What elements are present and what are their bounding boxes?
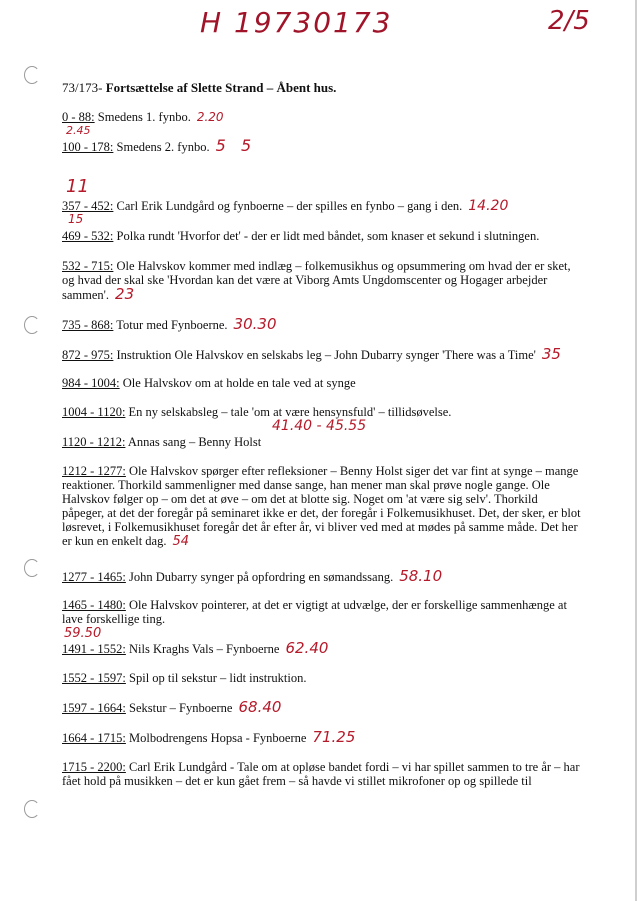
time-range: 872 - 975: (62, 348, 114, 362)
handwritten-note: 71.25 (312, 728, 356, 746)
entry-text: Ole Halvskov om at holde en tale ved at synge (119, 376, 356, 390)
time-range: 1491 - 1552: (62, 642, 126, 656)
time-range: 100 - 178: (62, 140, 114, 154)
time-range: 469 - 532: (62, 229, 114, 243)
entry-text: Smedens 1. fynbo. (94, 110, 191, 124)
title-text: Fortsættelse af Slette Strand – Åbent hus. (105, 80, 337, 95)
log-entry (62, 435, 582, 449)
document-title (62, 80, 336, 96)
time-range: 1552 - 1597: (62, 671, 126, 685)
punch-hole-mark (24, 316, 40, 334)
handwritten-note: 58.10 (399, 567, 443, 585)
entry-text: Smedens 2. fynbo. (113, 140, 210, 154)
log-entry (62, 229, 582, 243)
handwritten-note: 41.40 - 45.55 (272, 418, 367, 434)
log-entry (62, 464, 582, 549)
time-range: 735 - 868: (62, 318, 114, 332)
handwritten-archive-number: H 19730173 (200, 6, 393, 39)
handwritten-note: 35 (541, 345, 561, 363)
time-range: 532 - 715: (62, 259, 114, 273)
time-range: 1664 - 1715: (62, 731, 126, 745)
entry-text: Ole Halvskov kommer med indlæg – folkemusikhus og opsummering om hvad der er sket, og hvad der skal ske 'Hvordan kan det være at Viborg Amts Ungdomscenter og Hogager arbejder sammen'. (62, 259, 571, 302)
handwritten-note: 5 5 (215, 136, 252, 155)
handwritten-note: 62.40 (285, 639, 329, 657)
entry-text: Polka rundt 'Hvorfor det' - der er lidt med båndet, som knaser et sekund i slutningen. (113, 229, 540, 243)
handwritten-note: 2.20 (196, 110, 224, 124)
log-entry (62, 671, 582, 685)
time-range: 1277 - 1465: (62, 570, 126, 584)
log-entry (62, 405, 582, 419)
log-entry (62, 110, 582, 124)
log-entry (62, 641, 582, 656)
time-range: 1465 - 1480: (62, 598, 126, 612)
time-range: 984 - 1004: (62, 376, 120, 390)
entry-text: John Dubarry synger på opfordring en sømandssang. (125, 570, 394, 584)
time-range: 1212 - 1277: (62, 464, 126, 478)
time-range: 1597 - 1664: (62, 701, 126, 715)
log-entry (62, 347, 582, 362)
time-range: 1120 - 1212: (62, 435, 126, 449)
entry-text: Ole Halvskov pointerer, at det er vigtigt at udvælge, der er forskellige sammenhænge at lave forskellige ting. (62, 598, 567, 626)
handwritten-note: 23 (115, 285, 135, 303)
punch-hole-mark (24, 800, 40, 818)
entry-text: En ny selskabsleg – tale 'om at være hensynsfuld' – tillidsøvelse. (125, 405, 452, 419)
handwritten-margin-note: 59.50 (64, 626, 102, 641)
entry-text: Carl Erik Lundgård og fynboerne – der spilles en fynbo – gang i den. (113, 199, 463, 213)
entry-text: Instruktion Ole Halvskov en selskabs leg – John Dubarry synger 'There was a Time' (113, 348, 536, 362)
handwritten-margin-note: 15 (68, 212, 84, 226)
handwritten-note: 54 (172, 534, 190, 549)
log-entry (62, 569, 582, 584)
log-entry (62, 730, 582, 745)
handwritten-note: 30.30 (233, 315, 277, 333)
handwritten-note: 14.20 (468, 198, 509, 214)
entry-text: Sekstur – Fynboerne (125, 701, 233, 715)
time-range: 357 - 452: (62, 199, 114, 213)
time-range: 1715 - 2200: (62, 760, 126, 774)
entry-text: Nils Kraghs Vals – Fynboerne (125, 642, 280, 656)
entry-text: Carl Erik Lundgård - Tale om at opløse bandet fordi – vi har spillet sammen to tre år – har fået hold på musikken – det er kun gået frem – så havde vi stillet mikrofoner op og spillede til (62, 760, 580, 788)
handwritten-margin-note: 11 (66, 176, 89, 197)
handwritten-margin-note: 2.45 (66, 124, 91, 137)
punch-hole-mark (24, 559, 40, 577)
log-entry (62, 760, 582, 788)
log-entry (62, 199, 582, 213)
time-range: 1004 - 1120: (62, 405, 126, 419)
entry-text: Ole Halvskov spørger efter refleksioner – Benny Holst siger det var fint at synge – mange reaktioner. Thorkild sammenligner med danse sange, han mener man skal prøve nogle gange. Ole Halvskov følger op – om det at øve – om det at blotte sig. Noget om 'at være sig selv'. Thorkild påpeger, at det der foregår på seminaret ikke er det, der foregår i Folkemusikhuset. Det, der sker, er blot løsrevet, i Folkemusikhuset foregår det år efter år, vi bliver ved med at mødes på samme måde. Det her er kun en enkelt dag. (62, 464, 581, 548)
log-entry (62, 259, 582, 302)
handwritten-note: 68.40 (238, 698, 282, 716)
log-entry (62, 136, 582, 155)
log-entry (62, 700, 582, 715)
entry-text: Totur med Fynboerne. (113, 318, 228, 332)
handwritten-page-number: 2/5 (548, 6, 590, 36)
entry-text: Molbodrengens Hopsa - Fynboerne (125, 731, 307, 745)
time-range: 0 - 88: (62, 110, 95, 124)
entry-text: Spil op til sekstur – lidt instruktion. (125, 671, 307, 685)
log-entry (62, 317, 582, 332)
log-entry (62, 376, 582, 390)
punch-hole-mark (24, 66, 40, 84)
log-entry (62, 598, 582, 626)
entry-text: Annas sang – Benny Holst (125, 435, 262, 449)
title-number: 73/173- (62, 80, 103, 95)
